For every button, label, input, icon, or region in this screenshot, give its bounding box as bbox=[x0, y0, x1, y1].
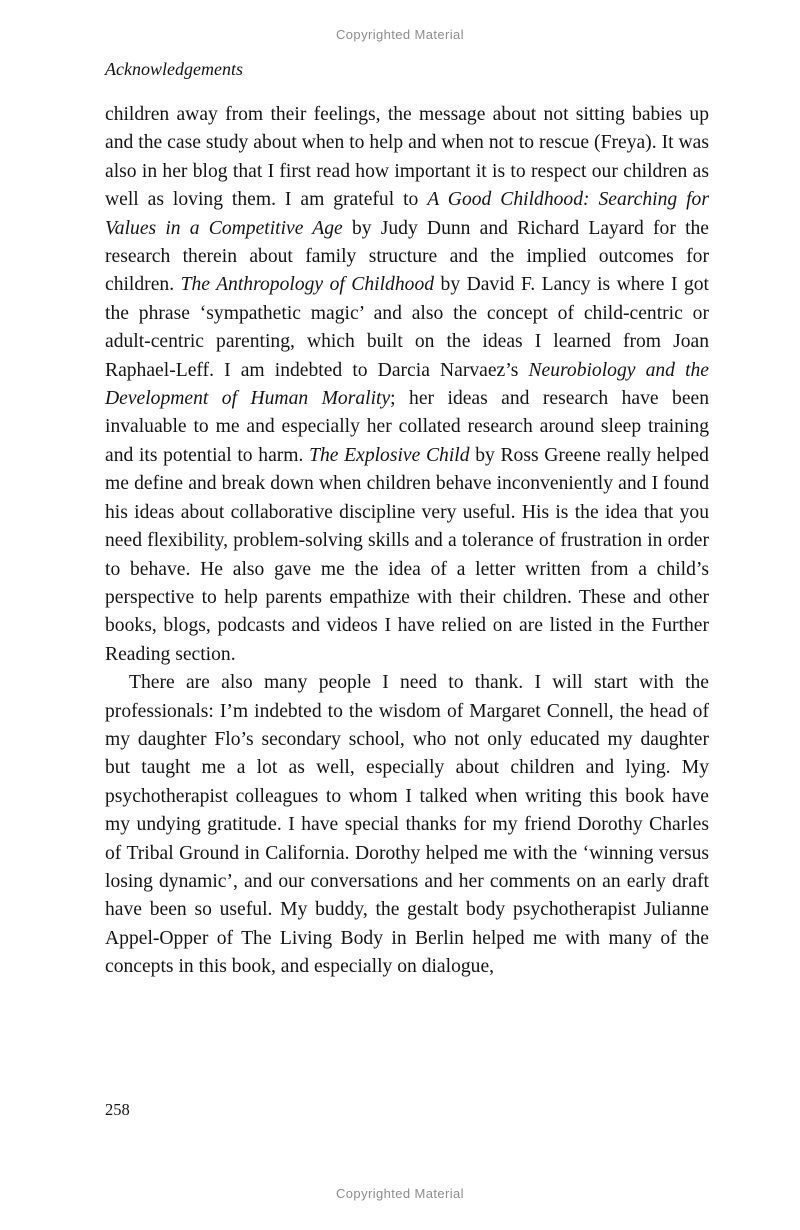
text-run: by Judy Dunn and Richard Layard for the research therein about family structure and the implied outcomes for children. bbox=[105, 217, 710, 296]
page-number: 258 bbox=[105, 1100, 130, 1119]
text-run: by David F. Lancy is where I got the phrase ‘sympathetic magic’ and also the concept of child-centric or adult-centric parenting, which built on the ideas I learned from Joan Raphael-Leff. I am indebted to Darcia Narvaez’s bbox=[105, 274, 709, 381]
copyright-notice-top: Copyrighted Material bbox=[336, 27, 464, 42]
running-header-acknowledgements: Acknowledgements bbox=[105, 59, 243, 79]
text-run: There are also many people I need to thank. I will start with the professionals: I’m indebted to the wisdom of Margaret Connell, the head of my daughter Flo’s secondary school, who not only educated my daughter but taught me a lot as well, especially about children and lying. My psychotherapist colleagues to whom I talked when writing this book have my undying gratitude. I have special thanks for my friend Dorothy Charles of Tribal Ground in California. Dorothy helped me with the ‘winning versus losing dynamic’, and our conversations and her comments on an early draft have been so useful. My buddy, the gestalt body psychotherapist Julianne Appel-Opper of The Living Body in Berlin helped me with many of the concepts in this book, and especially on dialogue, bbox=[105, 672, 709, 978]
copyright-notice-bottom: Copyrighted Material bbox=[336, 1186, 464, 1201]
book-title-italic: The Anthropology of Childhood bbox=[180, 274, 435, 296]
text-run: ; her ideas and research have been invaluable to me and especially her collated research around sleep training and its potential to harm. bbox=[105, 388, 710, 466]
text-run: children away from their feelings, the message about not sitting babies up and the case study about when to help and when not to rescue (Freya). It was also in her blog that I first read how important it is to respect our children as well as loving them. I am grateful to bbox=[105, 104, 709, 211]
book-title-italic: The Explosive Child bbox=[309, 444, 470, 466]
book-title-italic: A Good Childhood: Searching for Values in a Competitive Age bbox=[105, 189, 709, 239]
body-text bbox=[105, 101, 709, 982]
book-title-italic: Neurobiology and the Development of Human Morality bbox=[105, 359, 710, 410]
text-run: by Ross Greene really helped me define and break down when children behave inconveniently and I found his ideas about collaborative discipline very useful. His is the idea that you need flexibility, problem-solving skills and a tolerance of frustration in order to behave. He also gave me the idea of a letter written from a child’s perspective to help parents empathize with their children. These and other books, blogs, podcasts and videos I have relied on are listed in the Further Reading section. bbox=[105, 444, 709, 665]
paragraph bbox=[105, 669, 709, 981]
paragraph bbox=[105, 101, 709, 669]
